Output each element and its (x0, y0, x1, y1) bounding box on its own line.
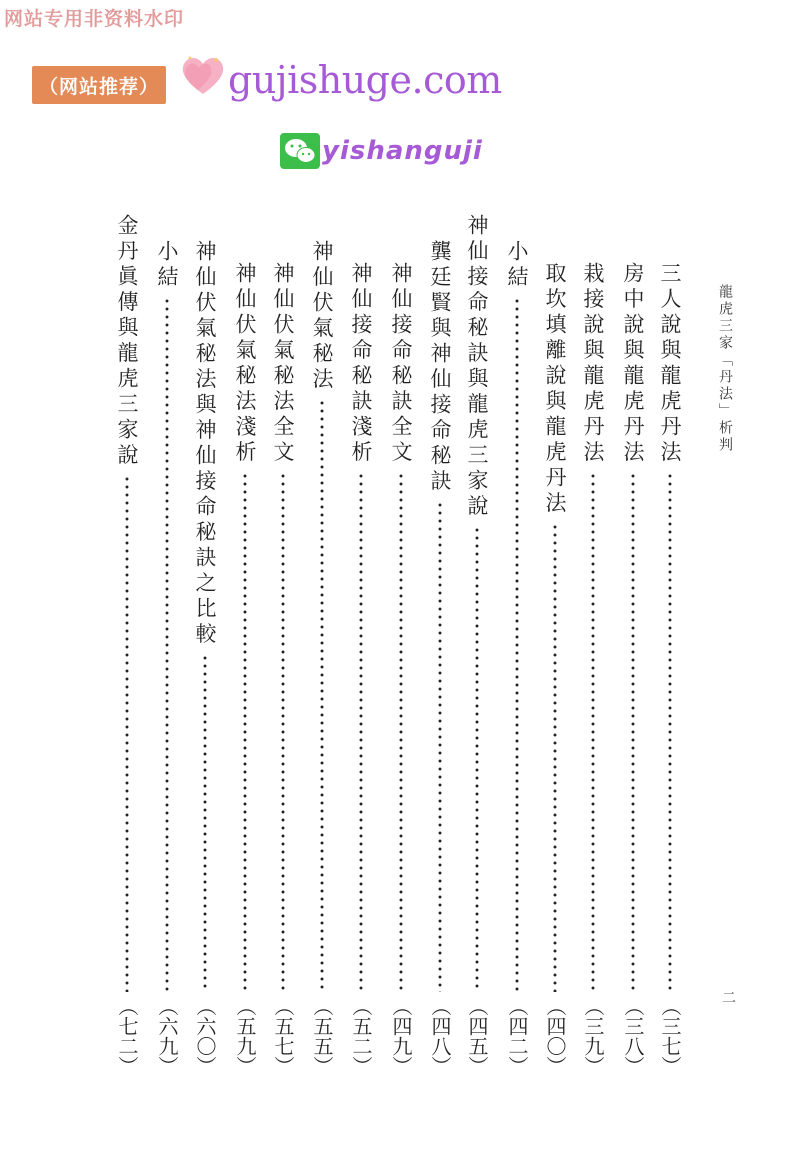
toc-entry-title: 神仙接命秘訣淺析 (349, 262, 373, 466)
toc-entry-title: 神仙接命秘訣全文 (389, 262, 413, 466)
toc-entry-title: 神仙伏氣秘法與神仙接命秘訣之比較 (193, 240, 217, 648)
toc-entry-page: （五九） (233, 996, 257, 1076)
toc-entry[interactable] (307, 0, 337, 1157)
toc-entry-title: 神仙伏氣秘法全文 (271, 262, 295, 466)
wechat-id: yishanguji (322, 136, 483, 166)
toc-leader-dots (242, 472, 248, 992)
toc-entry[interactable] (190, 0, 220, 1157)
toc-entry[interactable] (230, 0, 260, 1157)
toc-entry-page: （五七） (271, 996, 295, 1076)
toc-entry-title: 龔廷賢與神仙接命秘訣 (428, 240, 452, 495)
toc-entry-page: （六九） (155, 996, 179, 1076)
toc-leader-dots (124, 475, 130, 992)
toc-leader-dots (319, 399, 325, 992)
toc-entry-page: （五五） (310, 996, 334, 1076)
toc-entry-title: 神仙接命秘訣與龍虎三家說 (465, 214, 489, 520)
toc-entry[interactable] (655, 0, 685, 1157)
toc-entry-title: 金丹眞傳與龍虎三家說 (115, 214, 139, 469)
site-recommend-badge: （网站推荐） (32, 66, 166, 104)
toc-entry-page: （三九） (581, 996, 605, 1076)
toc-entry-title: 房中說與龍虎丹法 (621, 262, 645, 466)
toc-leader-dots (202, 654, 208, 992)
toc-entry-page: （五二） (349, 996, 373, 1076)
toc-entry-title: 神仙伏氣秘法 (310, 240, 334, 393)
toc-entry[interactable] (425, 0, 455, 1157)
toc-entry-title: 三人說與龍虎丹法 (658, 262, 682, 466)
toc-leader-dots (590, 472, 596, 992)
toc-entry-title: 小結 (155, 240, 179, 291)
toc-entry-page: （六〇） (193, 996, 217, 1076)
toc-entry-page: （三八） (621, 996, 645, 1076)
toc-entry[interactable] (578, 0, 608, 1157)
toc-entry-page: （四五） (465, 996, 489, 1076)
toc-entry[interactable] (618, 0, 648, 1157)
toc-entry-page: （四二） (505, 996, 529, 1076)
toc-entry[interactable] (268, 0, 298, 1157)
toc-leader-dots (474, 526, 480, 992)
page-number: 二 (720, 990, 736, 1004)
toc-entry[interactable] (462, 0, 492, 1157)
toc-entry[interactable] (112, 0, 142, 1157)
running-header: 龍虎三家「丹法」析判 (717, 284, 733, 454)
toc-leader-dots (630, 472, 636, 992)
toc-entry-page: （四〇） (543, 996, 567, 1076)
toc-entry-title: 栽接說與龍虎丹法 (581, 262, 605, 466)
toc-leader-dots (667, 472, 673, 992)
toc-leader-dots (358, 472, 364, 992)
site-url: gujishuge.com (228, 58, 502, 102)
toc-entry[interactable] (502, 0, 532, 1157)
toc-entry-page: （四八） (428, 996, 452, 1076)
toc-leader-dots (437, 501, 443, 992)
toc-leader-dots (164, 297, 170, 992)
toc-entry-page: （三七） (658, 996, 682, 1076)
toc-entry-title: 神仙伏氣秘法淺析 (233, 262, 257, 466)
toc-entry-page: （四九） (389, 996, 413, 1076)
toc-entry[interactable] (386, 0, 416, 1157)
toc-leader-dots (280, 472, 286, 992)
toc-entry-title: 取坎填離說與龍虎丹法 (543, 262, 567, 517)
toc-leader-dots (552, 523, 558, 992)
toc-leader-dots (514, 297, 520, 992)
watermark-text: 网站专用非资料水印 (4, 8, 185, 30)
toc-entry-title: 小結 (505, 240, 529, 291)
toc-entry[interactable] (152, 0, 182, 1157)
toc-entry[interactable] (540, 0, 570, 1157)
toc-entry-page: （七二） (115, 996, 139, 1076)
toc-entry[interactable] (346, 0, 376, 1157)
toc-leader-dots (398, 472, 404, 992)
